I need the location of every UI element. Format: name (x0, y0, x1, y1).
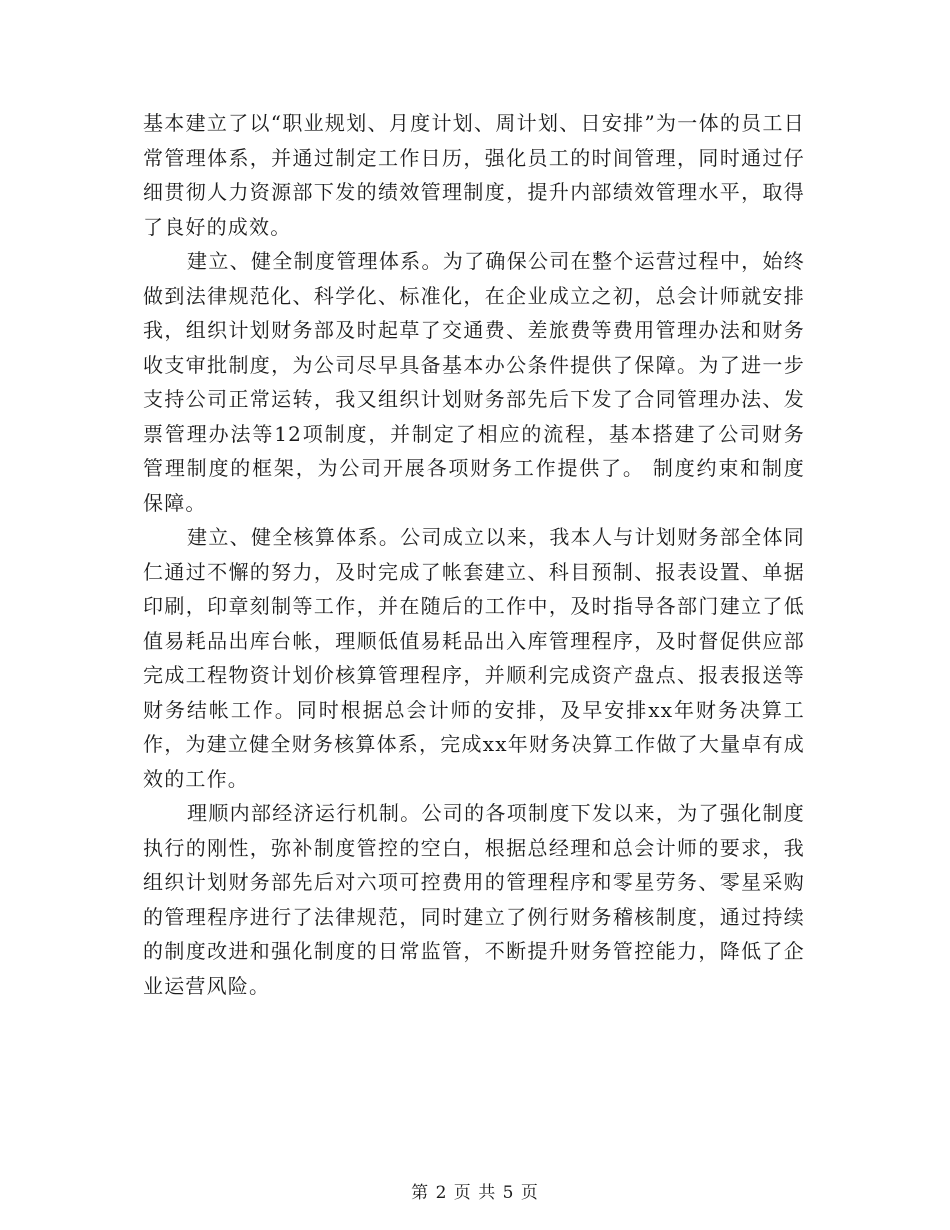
paragraph-continuation: 基本建立了以“职业规划、月度计划、周计划、日安排”为一体的员工日常管理体系，并通过制定工作日历，强化员工的时间管理，同时通过仔细贯彻人力资源部下发的绩效管理制度，提升内部绩效管理水平，取得了良好的成效。 (143, 111, 805, 239)
paragraph-accounting-system: 建立、健全核算体系。公司成立以来，我本人与计划财务部全体同仁通过不懈的努力，及时完成了帐套建立、科目预制、报表设置、单据印刷，印章刻制等工作，并在随后的工作中，及时指导各部门建立了低值易耗品出库台帐，理顺低值易耗品出入库管理程序，及时督促供应部完成工程物资计划价核算管理程序，并顺利完成资产盘点、报表报送等财务结帐工作。同时根据总会计师的安排，及早安排xx年财务决算工作，为建立健全财务核算体系，完成xx年财务决算工作做了大量卓有成效的工作。 (143, 525, 805, 791)
document-body (143, 106, 805, 1003)
paragraph-internal-mechanism: 理顺内部经济运行机制。公司的各项制度下发以来，为了强化制度执行的刚性，弥补制度管控的空白，根据总经理和总会计师的要求，我组织计划财务部先后对六项可控费用的管理程序和零星劳务、零星采购的管理程序进行了法律规范，同时建立了例行财务稽核制度，通过持续的制度改进和强化制度的日常监管，不断提升财务管控能力，降低了企业运营风险。 (143, 801, 805, 998)
page-number-footer: 第 2 页 共 5 页 (411, 1183, 539, 1203)
paragraph-system-management: 建立、健全制度管理体系。为了确保公司在整个运营过程中，始终做到法律规范化、科学化、标准化，在企业成立之初，总会计师就安排我，组织计划财务部及时起草了交通费、差旅费等费用管理办法和财务收支审批制度，为公司尽早具备基本办公条件提供了保障。为了进一步支持公司正常运转，我又组织计划财务部先后下发了合同管理办法、发票管理办法等12项制度，并制定了相应的流程，基本搭建了公司财务管理制度的框架，为公司开展各项财务工作提供了。 制度约束和制度保障。 (143, 249, 805, 515)
